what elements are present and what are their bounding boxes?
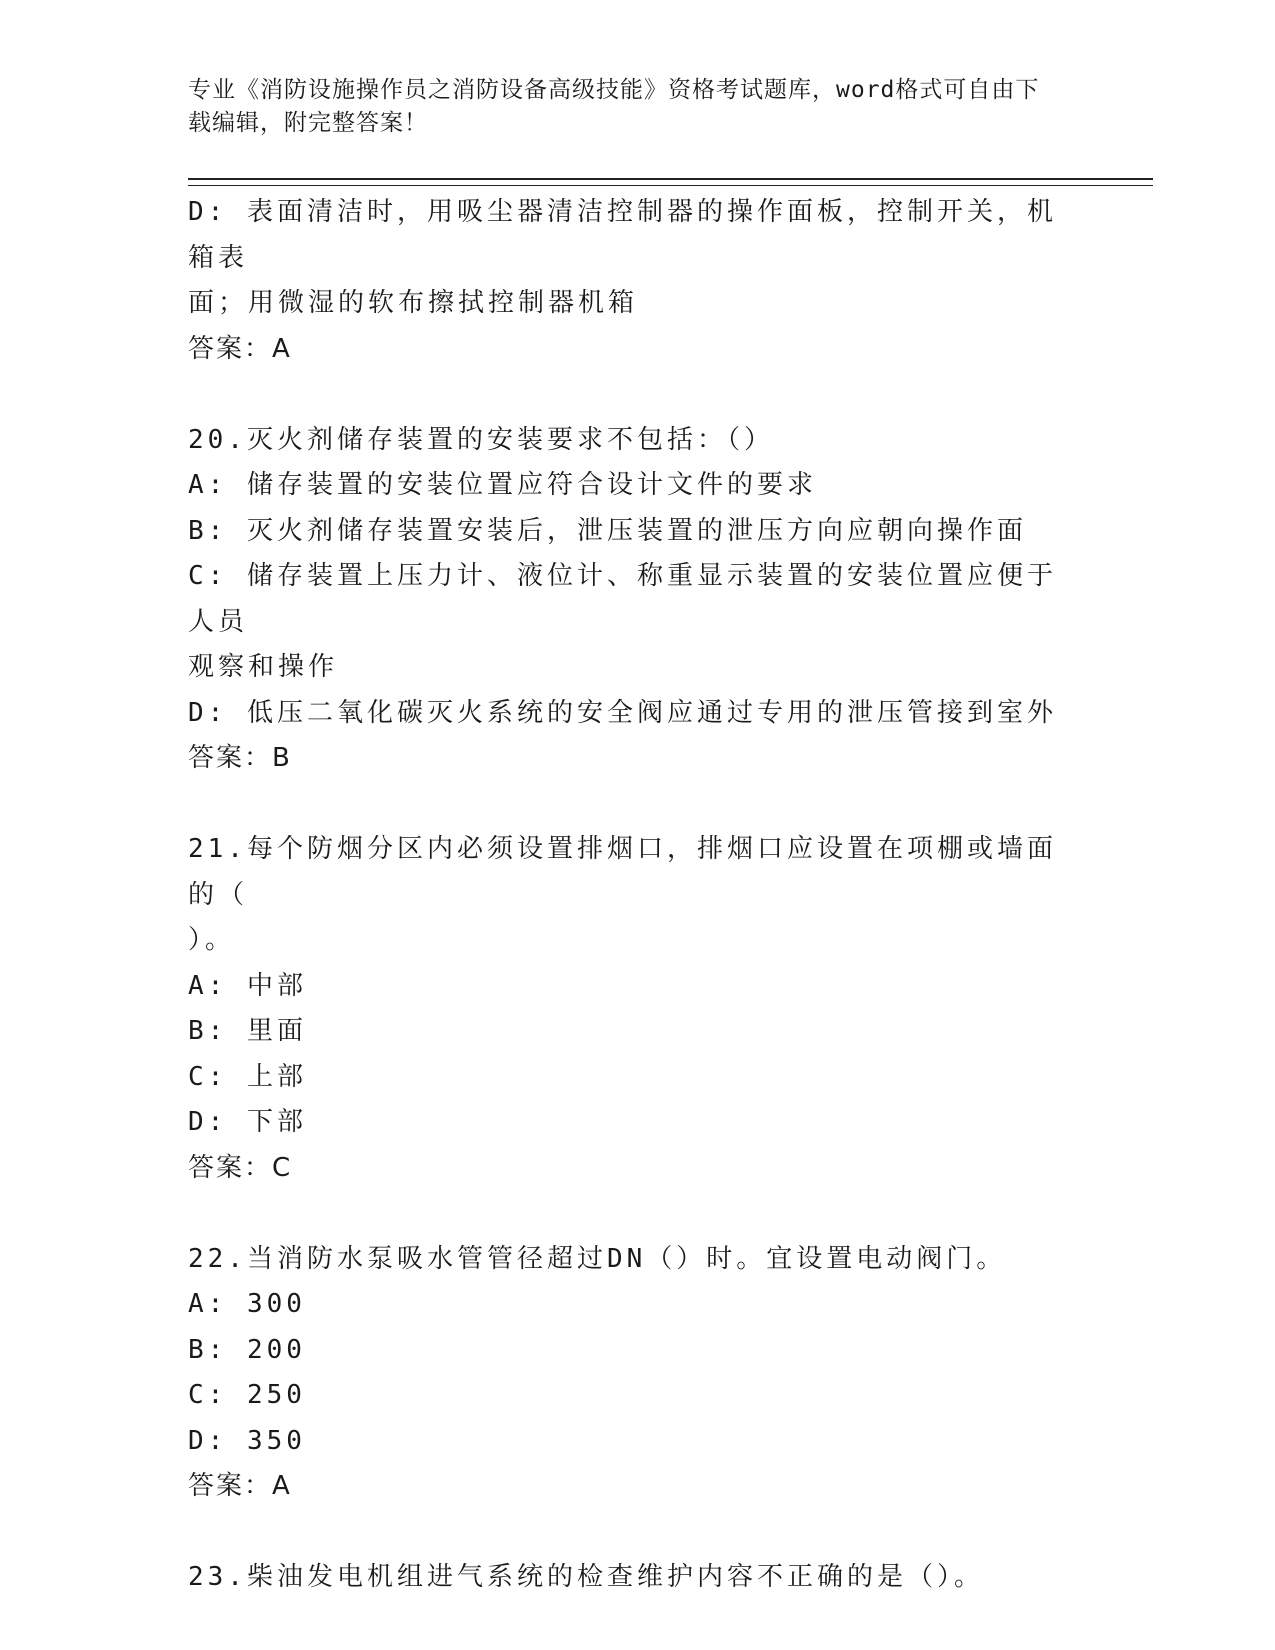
question-20-block bbox=[188, 418, 1058, 782]
question-19-block bbox=[188, 190, 1058, 372]
q20-option-b: B: 灭火剂储存装置安装后，泄压装置的泄压方向应朝向操作面 bbox=[188, 515, 1027, 546]
header-title-line-2: 载编辑，附完整答案！ bbox=[188, 110, 428, 136]
q22-option-c: C: 250 bbox=[188, 1380, 306, 1410]
q22-option-b: B: 200 bbox=[188, 1334, 306, 1365]
spacer bbox=[188, 1510, 1058, 1556]
q20-option-a: A: 储存装置的安装位置应符合设计文件的要求 bbox=[188, 470, 817, 500]
q21-question-line-2: ）。 bbox=[188, 925, 236, 955]
question-22-block bbox=[188, 1237, 1058, 1510]
q20-answer: 答案：B bbox=[188, 743, 292, 773]
spacer bbox=[188, 372, 1058, 418]
q19-answer: 答案：A bbox=[188, 333, 292, 364]
question-21-block bbox=[188, 827, 1058, 1191]
header-title-line-1: 专业《消防设施操作员之消防设备高级技能》资格考试题库，word格式可自由下 bbox=[188, 77, 1040, 103]
q22-question: 22.当消防水泵吸水管管径超过DN（）时。宜设置电动阀门。 bbox=[188, 1243, 1007, 1274]
spacer bbox=[188, 782, 1058, 828]
q21-option-b: B: 里面 bbox=[188, 1016, 307, 1046]
q20-option-c-line-1: C: 储存装置上压力计、液位计、称重显示装置的安装位置应便于人员 bbox=[188, 561, 1057, 637]
q20-question: 20.灭火剂储存装置的安装要求不包括：（） bbox=[188, 424, 774, 455]
q20-option-d: D: 低压二氧化碳灭火系统的安全阀应通过专用的泄压管接到室外 bbox=[188, 697, 1057, 728]
q23-question: 23.柴油发电机组进气系统的检查维护内容不正确的是（）。 bbox=[188, 1562, 984, 1592]
header-divider bbox=[188, 178, 1153, 186]
spacer bbox=[188, 1191, 1058, 1237]
q21-answer: 答案：C bbox=[188, 1152, 293, 1183]
q20-option-c-line-2: 观察和操作 bbox=[188, 652, 339, 682]
q22-answer: 答案：A bbox=[188, 1471, 292, 1501]
document-header bbox=[188, 74, 1088, 140]
q21-option-c: C: 上部 bbox=[188, 1061, 307, 1092]
q21-option-a: A: 中部 bbox=[188, 970, 307, 1001]
q21-question-line-1: 21.每个防烟分区内必须设置排烟口，排烟口应设置在项棚或墙面的（ bbox=[188, 834, 1057, 910]
question-content bbox=[188, 190, 1058, 1601]
q19-option-d-line-2: 面；用微湿的软布擦拭控制器机箱 bbox=[188, 288, 639, 318]
q22-option-d: D: 350 bbox=[188, 1425, 306, 1456]
q22-option-a: A: 300 bbox=[188, 1289, 306, 1319]
q21-option-d: D: 下部 bbox=[188, 1107, 307, 1137]
q19-option-d-line-1: D: 表面清洁时，用吸尘器清洁控制器的操作面板，控制开关，机箱表 bbox=[188, 197, 1057, 273]
question-23-block bbox=[188, 1555, 1058, 1601]
